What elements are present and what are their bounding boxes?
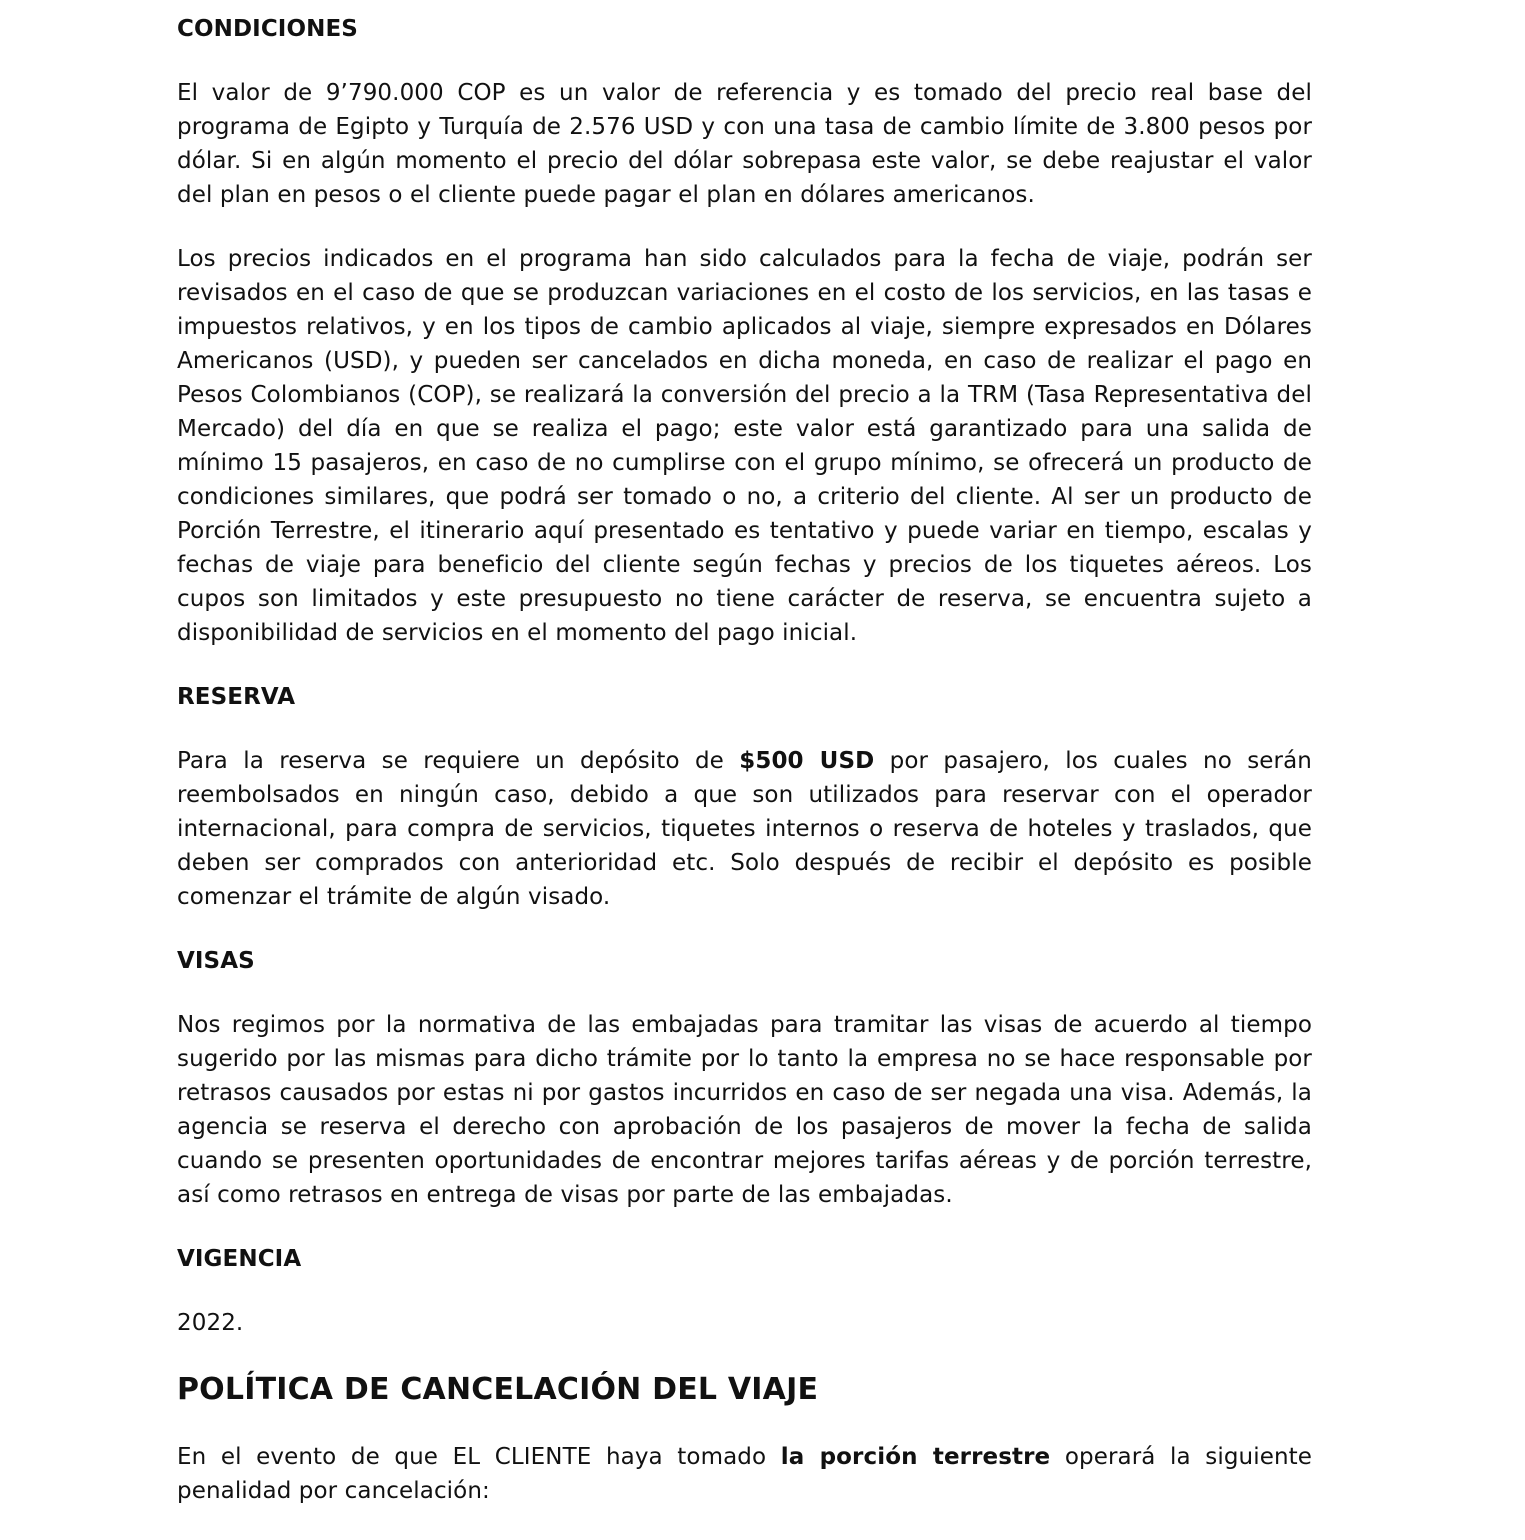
paragraph-condiciones-precios: Los precios indicados en el programa han sido calculados para la fecha de viaje, podrán ser revisados en el caso de que se produzcan variaciones en el costo de los servicios, en las tasas e impuestos relativos, y en los tipos de cambio aplicados al viaje, siempre expresados en Dólares Americanos (USD), y pueden ser cancelados en dicha moneda, en caso de realizar el pago en Pesos Colombianos (COP), se realizará la conversión del precio a la TRM (Tasa Representativa del Mercado) del día en que se realiza el pago; este valor está garantizado para una salida de mínimo 15 pasajeros, en caso de no cumplirse con el grupo mínimo, se ofrecerá un producto de condiciones similares, que podrá ser tomado o no, a criterio del cliente. Al ser un producto de Porción Terrestre, el itinerario aquí presentado es tentativo y puede variar en tiempo, escalas y fechas de viaje para beneficio del cliente según fechas y precios de los tiquetes aéreos. Los cupos son limitados y este presupuesto no tiene carácter de reserva, se encuentra sujeto a disponibilidad de servicios en el momento del pago inicial.: [177, 246, 1312, 646]
heading-visas: VISAS: [177, 948, 255, 974]
heading-vigencia: VIGENCIA: [177, 1246, 302, 1272]
politica-text-end: operará la siguiente penalidad por cancelación:: [177, 1444, 1312, 1504]
reserva-text-start: Para la reserva se requiere un depósito de: [177, 748, 740, 774]
document-page: [177, 12, 1312, 1538]
paragraph-reserva: [177, 744, 1312, 914]
politica-text-start: En el evento de que EL CLIENTE haya tomado: [177, 1444, 781, 1470]
paragraph-vigencia: 2022.: [177, 1310, 244, 1336]
heading-politica-cancelacion: POLÍTICA DE CANCELACIÓN DEL VIAJE: [177, 1372, 819, 1407]
reserva-text-end: por pasajero, los cuales no serán reembolsados en ningún caso, debido a que son utilizados para reservar con el operador internacional, para compra de servicios, tiquetes internos o reserva de hoteles y traslados, que deben ser comprados con anterioridad etc. Solo después de recibir el depósito es posible comenzar el trámite de algún visado.: [177, 748, 1312, 910]
politica-bold-term: la porción terrestre: [780, 1444, 1051, 1470]
reserva-deposit-amount: $500 USD: [739, 748, 875, 774]
paragraph-visas: Nos regimos por la normativa de las embajadas para tramitar las visas de acuerdo al tiempo sugerido por las mismas para dicho trámite por lo tanto la empresa no se hace responsable por retrasos causados por estas ni por gastos incurridos en caso de ser negada una visa. Además, la agencia se reserva el derecho con aprobación de los pasajeros de mover la fecha de salida cuando se presenten oportunidades de encontrar mejores tarifas aéreas y de porción terrestre, así como retrasos en entrega de visas por parte de las embajadas.: [177, 1012, 1312, 1208]
heading-reserva: RESERVA: [177, 684, 296, 710]
heading-condiciones: CONDICIONES: [177, 16, 358, 42]
paragraph-politica: [177, 1440, 1312, 1508]
paragraph-condiciones-valor: El valor de 9’790.000 COP es un valor de referencia y es tomado del precio real base del programa de Egipto y Turquía de 2.576 USD y con una tasa de cambio límite de 3.800 pesos por dólar. Si en algún momento el precio del dólar sobrepasa este valor, se debe reajustar el valor del plan en pesos o el cliente puede pagar el plan en dólares americanos.: [177, 80, 1312, 208]
